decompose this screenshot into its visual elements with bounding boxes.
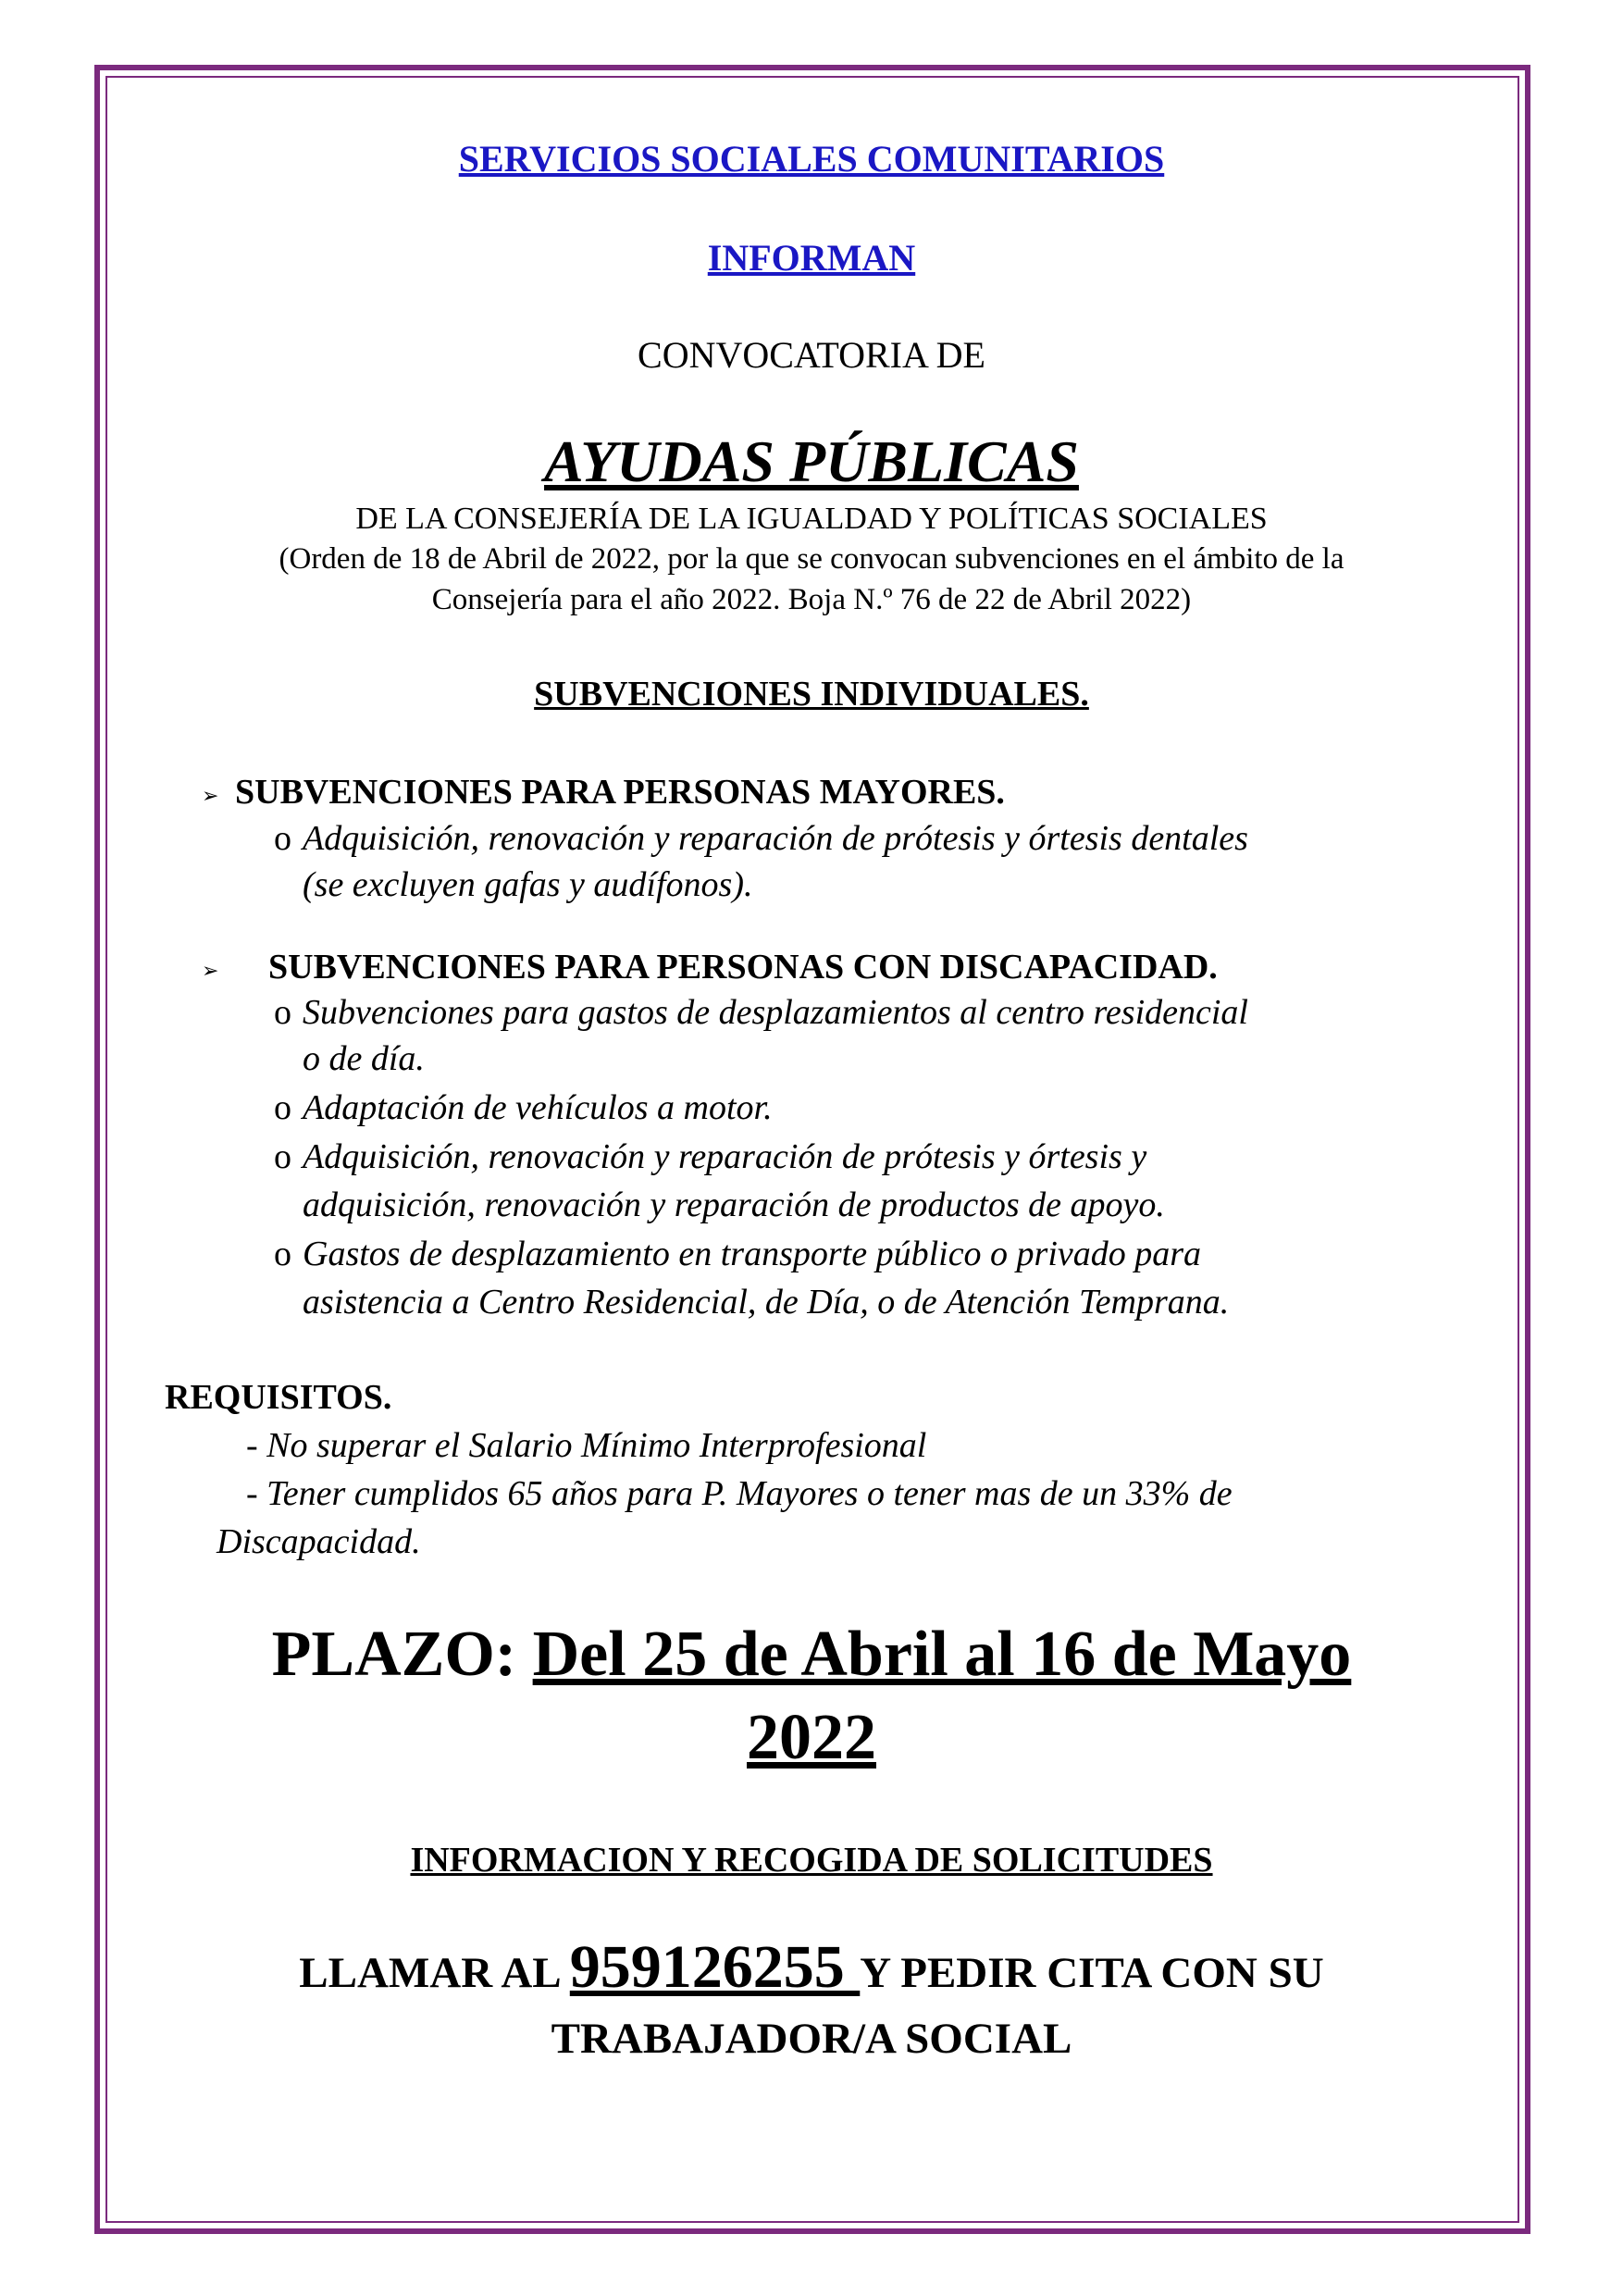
discapacidad-category: SUBVENCIONES PARA PERSONAS CON DISCAPACIDAD. [268, 948, 1218, 987]
plazo-year: 2022 [747, 1702, 876, 1773]
convocatoria-text: CONVOCATORIA DE [638, 334, 985, 376]
discapacidad-item-4-line-1: Gastos de desplazamiento en transporte público o privado para [303, 1235, 1202, 1273]
discapacidad-item-3-line-2: adquisición, renovación y reparación de productos de apoyo. [303, 1185, 1165, 1224]
informan-heading: INFORMAN [707, 237, 916, 279]
list-marker: o [274, 993, 291, 1032]
discapacidad-item-4-line-2: asistencia a Centro Residencial, de Día, o de Atención Temprana. [303, 1283, 1230, 1322]
plazo-label: PLAZO: [271, 1619, 533, 1690]
discapacidad-item-3-line-1: Adquisición, renovación y reparación de prótesis y órtesis y [303, 1137, 1147, 1176]
orden-line-1: (Orden de 18 de Abril de 2022, por la que se convocan subvenciones en el ámbito de la [279, 542, 1344, 576]
requisito-2-continued: Discapacidad. [217, 1522, 421, 1561]
contact-line-2: TRABAJADOR/A SOCIAL [551, 2015, 1072, 2063]
list-marker: o [274, 1088, 291, 1127]
requisito-1: - No superar el Salario Mínimo Interprofesional [246, 1426, 927, 1465]
informacion-heading: INFORMACION Y RECOGIDA DE SOLICITUDES [410, 1841, 1213, 1880]
arrow-bullet-icon: ➢ [202, 959, 219, 982]
list-marker: o [274, 1235, 291, 1273]
contact-suffix: Y PEDIR CITA CON SU [860, 1949, 1324, 1997]
orden-line-2: Consejería para el año 2022. Boja N.º 76 de 22 de Abril 2022) [431, 583, 1192, 616]
phone-number: 959126255 [569, 1933, 861, 2001]
consejeria-subtitle: DE LA CONSEJERÍA DE LA IGUALDAD Y POLÍTICAS SOCIALES [355, 502, 1268, 536]
discapacidad-item-1-line-2: o de día. [303, 1039, 425, 1078]
mayores-item-1-line-1: Adquisición, renovación y reparación de prótesis y órtesis dentales [303, 819, 1248, 858]
contact-line [0, 1932, 1623, 2003]
discapacidad-item-2: Adaptación de vehículos a motor. [303, 1088, 773, 1127]
requisito-2: - Tener cumplidos 65 años para P. Mayores o tener mas de un 33% de [246, 1474, 1233, 1513]
list-marker: o [274, 1137, 291, 1176]
plazo-dates: Del 25 de Abril al 16 de Mayo [532, 1619, 1352, 1690]
ayudas-publicas-title: AYUDAS PÚBLICAS [544, 428, 1079, 494]
plazo-line [0, 1618, 1623, 1692]
arrow-bullet-icon: ➢ [202, 784, 219, 807]
requisitos-heading: REQUISITOS. [165, 1378, 392, 1417]
mayores-category: SUBVENCIONES PARA PERSONAS MAYORES. [235, 773, 1005, 812]
servicios-sociales-heading: SERVICIOS SOCIALES COMUNITARIOS [458, 138, 1165, 180]
mayores-item-1-line-2: (se excluyen gafas y audífonos). [303, 865, 753, 904]
contact-prefix: LLAMAR AL [299, 1949, 570, 1997]
discapacidad-item-1-line-1: Subvenciones para gastos de desplazamientos al centro residencial [303, 993, 1248, 1032]
list-marker: o [274, 819, 291, 858]
subvenciones-individuales-heading: SUBVENCIONES INDIVIDUALES. [534, 675, 1089, 714]
